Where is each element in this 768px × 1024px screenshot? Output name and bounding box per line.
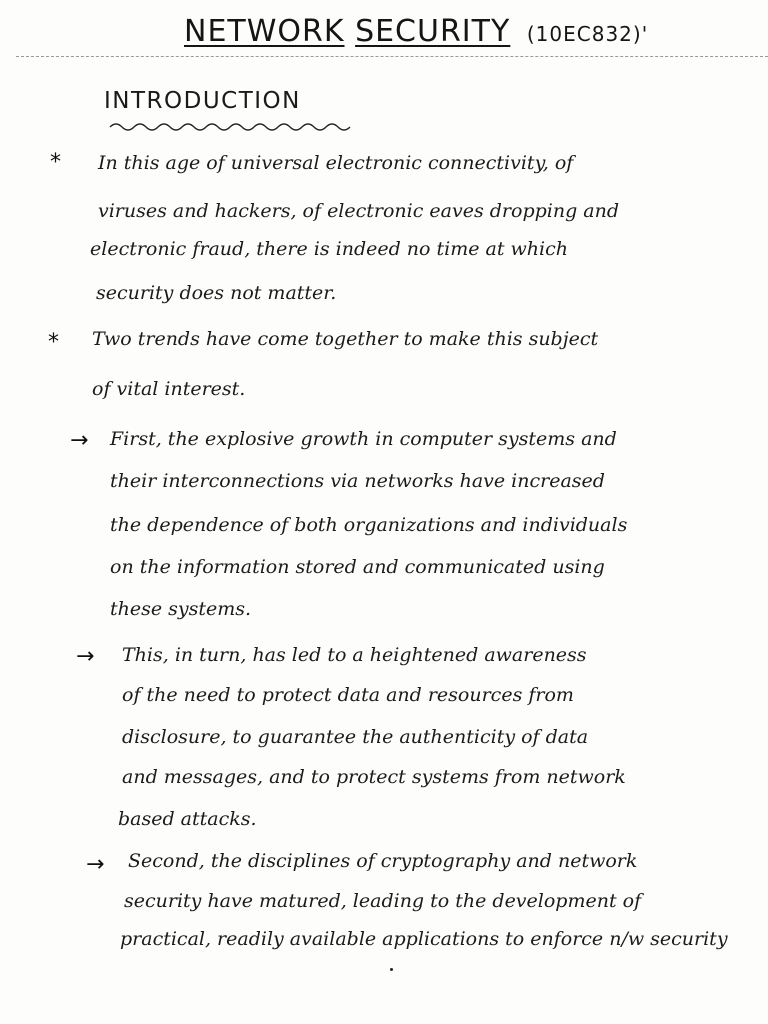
course-code: (10EC832)': [526, 22, 649, 46]
text-line: This, in turn, has led to a heightened awareness: [122, 644, 587, 666]
text-line: security does not matter.: [96, 282, 337, 304]
text-line: Second, the disciplines of cryptography and network: [128, 850, 638, 872]
arrow-marker: →: [70, 428, 89, 453]
text-line: electronic fraud, there is indeed no time at which: [90, 238, 568, 260]
text-line: security have matured, leading to the development of: [124, 890, 642, 912]
text-line: Two trends have come together to make this subject: [92, 328, 599, 350]
text-line: of vital interest.: [92, 378, 246, 400]
text-line: In this age of universal electronic connectivity, of: [98, 152, 574, 174]
text-line: on the information stored and communicated using: [110, 556, 605, 578]
text-line: the dependence of both organizations and individuals: [110, 514, 628, 536]
text-line: viruses and hackers, of electronic eaves dropping and: [98, 200, 620, 222]
heading-squiggle-underline: [108, 120, 358, 134]
header-divider: [16, 56, 768, 57]
text-line: their interconnections via networks have increased: [110, 470, 605, 492]
ink-speck: [390, 968, 393, 971]
text-line: these systems.: [110, 598, 252, 620]
title-network: NETWORK: [184, 14, 345, 49]
arrow-marker: →: [76, 644, 95, 669]
text-line: First, the explosive growth in computer systems and: [110, 428, 617, 450]
text-line: practical, readily available applications to enforce n/w security: [120, 928, 728, 950]
text-line: based attacks.: [118, 808, 257, 830]
title-security: SECURITY: [355, 14, 511, 49]
text-line: and messages, and to protect systems from network: [122, 766, 626, 788]
bullet-marker: *: [50, 150, 61, 175]
arrow-marker: →: [86, 852, 105, 877]
bullet-marker: *: [48, 330, 59, 355]
section-heading: INTRODUCTION: [104, 88, 301, 114]
text-line: of the need to protect data and resources from: [122, 684, 574, 706]
text-line: disclosure, to guarantee the authenticity of data: [122, 726, 589, 748]
page-title: [184, 14, 648, 49]
